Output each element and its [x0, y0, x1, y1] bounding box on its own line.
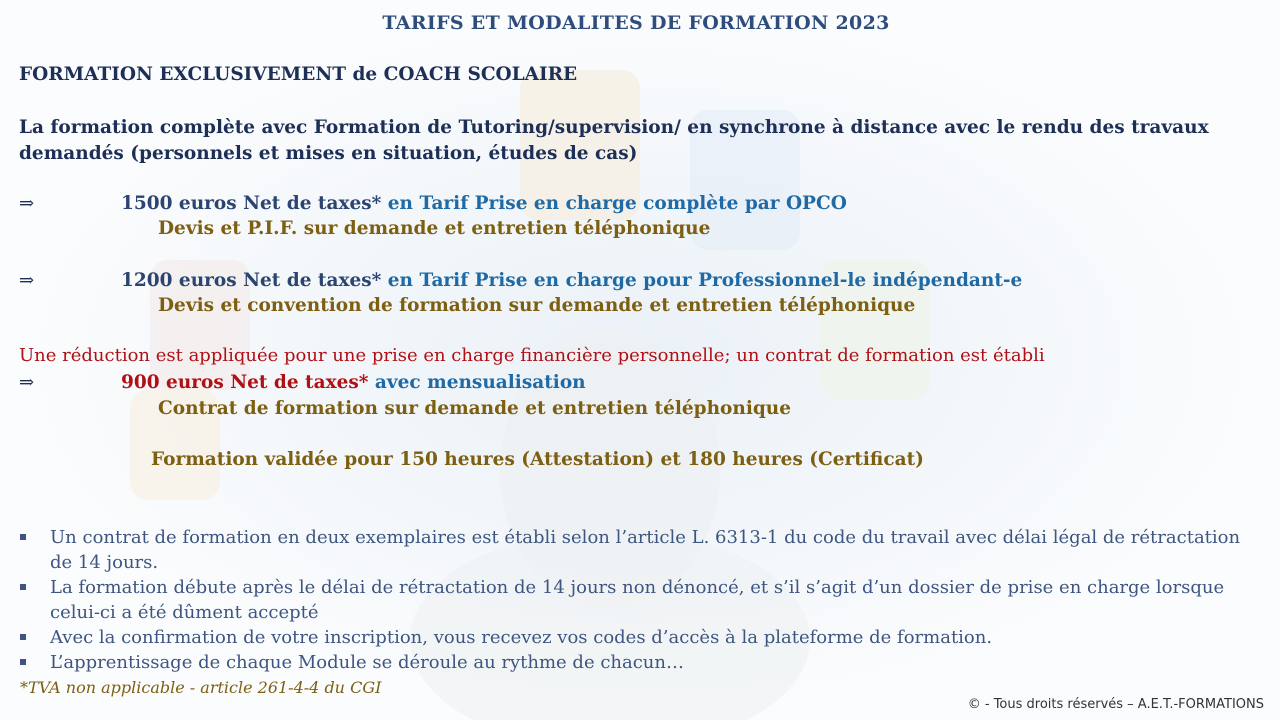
bullet-square-icon	[20, 659, 26, 665]
list-item-text: Avec la confirmation de votre inscription, vous recevez vos codes d’accès à la plateforme de formation.	[50, 627, 993, 648]
offer-price: 900 euros Net de taxes*	[121, 372, 369, 393]
bullet-square-icon	[20, 534, 26, 540]
offer-details: Devis et P.I.F. sur demande et entretien téléphonique	[158, 218, 711, 239]
offer-details: Contrat de formation sur demande et entretien téléphonique	[158, 398, 792, 419]
copyright-notice: © - Tous droits réservés – A.E.T.-FORMATIONS	[967, 697, 1264, 712]
list-item-text: La formation débute après le délai de rétractation de 14 jours non dénoncé, et s’il s’agit d’un dossier de prise en charge lorsque celui-ci a été dûment accepté	[50, 577, 1225, 623]
offer-details: Devis et convention de formation sur demande et entretien téléphonique	[158, 295, 916, 316]
offer-price: 1200 euros Net de taxes*	[121, 270, 382, 291]
page-title: TARIFS ET MODALITES DE FORMATION 2023	[382, 12, 890, 34]
offer-tarif: en Tarif Prise en charge pour Professionnel-le indépendant-e	[387, 270, 1023, 291]
bullet-square-icon	[20, 584, 26, 590]
list-item	[19, 525, 1254, 575]
list-item-text: Un contrat de formation en deux exemplaires est établi selon l’article L. 6313-1 du code du travail avec délai légal de rétractation de 14 jours.	[50, 527, 1241, 573]
arrow-icon: ⇒	[19, 372, 35, 393]
validation-note: Formation validée pour 150 heures (Attestation) et 180 heures (Certificat)	[151, 449, 924, 470]
offer-tarif: avec mensualisation	[374, 372, 586, 393]
arrow-icon: ⇒	[19, 193, 35, 214]
reduction-notice: Une réduction est appliquée pour une prise en charge financière personnelle; un contrat de formation est établi	[19, 345, 1045, 366]
page-subtitle: FORMATION EXCLUSIVEMENT de COACH SCOLAIRE	[19, 64, 578, 85]
offer-line	[121, 193, 847, 214]
offer-tarif: en Tarif Prise en charge complète par OPCO	[387, 193, 847, 214]
offer-line	[121, 270, 1022, 291]
conditions-list	[19, 525, 1254, 675]
offer-line	[121, 372, 586, 393]
list-item	[19, 650, 1254, 675]
bullet-square-icon	[20, 634, 26, 640]
list-item	[19, 575, 1254, 625]
list-item	[19, 625, 1254, 650]
offer-price: 1500 euros Net de taxes*	[121, 193, 382, 214]
tva-footnote: *TVA non applicable - article 261-4-4 du CGI	[20, 678, 382, 697]
list-item-text: L’apprentissage de chaque Module se déroule au rythme de chacun…	[50, 652, 684, 673]
formation-intro: La formation complète avec Formation de Tutoring/supervision/ en synchrone à distance avec le rendu des travaux demandés (personnels et mises en situation, études de cas)	[19, 117, 1209, 164]
arrow-icon: ⇒	[19, 270, 35, 291]
